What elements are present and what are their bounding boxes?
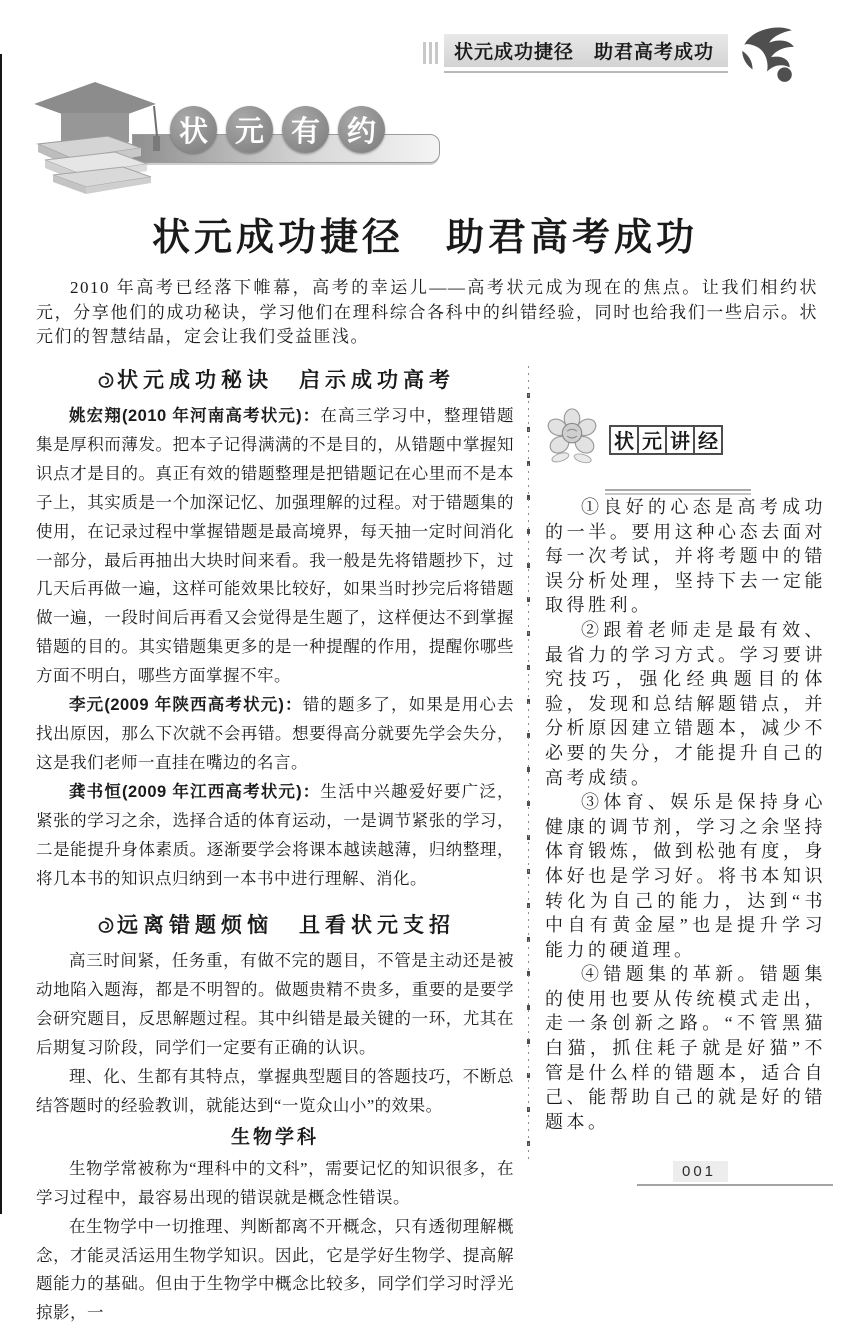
paragraph: 理、化、生都有其特点，掌握典型题目的答题技巧，不断总结答题时的经验教训，就能达到“一览众山小”的效果。 [36, 1067, 514, 1115]
paragraph-gongshuheng: 龚书恒(2009 年江西高考状元)：生活中兴趣爱好要广泛，紧张的学习之余，选择合适的体育运动，一是调节紧张的学习，二是能提升身体素质。逐渐要学会将课本越读越薄，归纳整理，将几本书的知识点归纳到一本书中进行理解、消化。 [36, 781, 515, 888]
tip-1: ①良好的心态是高考成功的一半。要用这种心态去面对每一次考试，并将考题中的错误分析处理，坚持下去一定能取得胜利。 [545, 497, 826, 616]
tip-2: ②跟着老师走是最有效、最省力的学习方式。学习要讲究技巧，强化经典题目的体验，发现和总结解题错点，并分析原因建立错题本，减少不必要的失分，才能提升自己的高考成绩。 [545, 619, 826, 788]
banner-char: 元 [226, 106, 273, 153]
paragraph: 高三时间紧，任务重，有做不完的题目，不管是主动还是被动地陷入题海，都是不明智的。做题贵精不贵多，重要的是要学会研究题目，反思解题过程。其中纠错是最关键的一环，尤其在后期复习阶段，同学们一定要有正确的认识。 [36, 951, 514, 1058]
banner-char: 有 [282, 106, 329, 153]
paragraph: 在生物学中一切推理、判断都离不开概念，只有透彻理解概念，才能灵活运用生物学知识。因此，它是学好生物学、提高解题能力的基础。但由于生物学中概念比较多，同学们学习时浮光掠影，一 [36, 1216, 514, 1323]
header-title-bar [444, 34, 728, 73]
swirl-flourish-icon [734, 24, 798, 89]
tip-3: ③体育、娱乐是保持身心健康的调节剂，学习之余坚持体育锻炼，做到松弛有度，身体好也是学习好。将书本知识转化为自己的能力，达到“书中自有黄金屋”也是提升学习能力的硬道理。 [545, 792, 826, 960]
running-header [423, 34, 798, 89]
spiral-icon [95, 370, 115, 390]
footer-rule [637, 1184, 833, 1186]
section-title-1: 状元成功秘诀 启示成功高考 [36, 364, 514, 394]
badge-char: 状 [609, 425, 639, 455]
speaker-name: 姚宏翔(2010 年河南高考状元)： [69, 407, 321, 425]
paragraph-yaohongxiang: 姚宏翔(2010 年河南高考状元)：在高三学习中，整理错题集是厚积而薄发。把本子记得满满的不是目的，从错题中掌握知识点才是目的。真正有效的错题整理是把错题记在心里而不是本子上，其实质是一个加深记忆、加强理解的过程。对于错题集的使用，在记录过程中掌握错题是最高境界，每天抽一定时间消化一部分，最后再抽出大块时间来看。我一般是先将错题抄下，过几天后再做一遍，这样可能效果比较好，如果当时抄完后将错题做一遍，一段时间后再看又会觉得是生题了，这样便达不到掌握错题的目的。其实错题集更多的是一种提醒的作用，提醒你哪些方面不明白，哪些方面掌握不牢。 [36, 406, 515, 686]
flower-sketch-icon [541, 406, 603, 473]
paragraph: 生物学常被称为“理科中的文科”，需要记忆的知识很多，在学习过程中，最容易出现的错误就是概念性错误。 [36, 1158, 514, 1207]
header-bars-icon [423, 42, 438, 64]
paragraph-liyuan: 李元(2009 年陕西高考状元)：错的题多了，如果是用心去找出原因，那么下次就不会再错。想要得高分就要先学会失分，这是我们老师一直挂在嘴边的名言。 [36, 695, 515, 772]
sidebar-badge [545, 406, 826, 495]
page-title: 状元成功捷径 助君高考成功 [151, 217, 698, 259]
page-number: 001 [673, 1161, 728, 1182]
section-title-2: 远离错题烦恼 且看状元支招 [36, 909, 514, 939]
banner-char: 状 [170, 106, 217, 153]
column-divider [527, 366, 530, 1162]
subject-heading: 生物学科 [230, 1126, 319, 1148]
sidebar-column [545, 362, 826, 1162]
section-banner [28, 80, 458, 200]
banner-char: 约 [338, 106, 385, 153]
banner-title [170, 106, 385, 153]
sidebar-badge-title [611, 425, 723, 455]
main-column [36, 362, 515, 1323]
graduation-cap-books-icon [28, 80, 163, 203]
spiral-icon [95, 915, 115, 935]
intro-paragraph: 2010 年高考已经落下帷幕，高考的幸运儿——高考状元成为现在的焦点。让我们相约状元，分享他们的成功秘诀，学习他们在理科综合各科中的纠错经验，同时也给我们一些启示。状元们的智慧结晶，定会让我们受益匪浅。 [36, 278, 818, 347]
badge-char: 经 [693, 425, 723, 455]
speaker-name: 李元(2009 年陕西高考状元)： [69, 696, 303, 715]
tip-4: ④错题集的革新。错题集的使用也要从传统模式走出，走一条创新之路。“不管黑猫白猫，抓住耗子就是好猫”不管是什么样的错题本，适合自己、能帮助自己的就是好的错题本。 [545, 964, 826, 1132]
running-header-title: 状元成功捷径 助君高考成功 [454, 42, 715, 63]
badge-char: 讲 [665, 425, 695, 455]
badge-char: 元 [637, 425, 667, 455]
page-footer [637, 1161, 833, 1186]
speaker-name: 龚书恒(2009 年江西高考状元)： [69, 782, 321, 801]
